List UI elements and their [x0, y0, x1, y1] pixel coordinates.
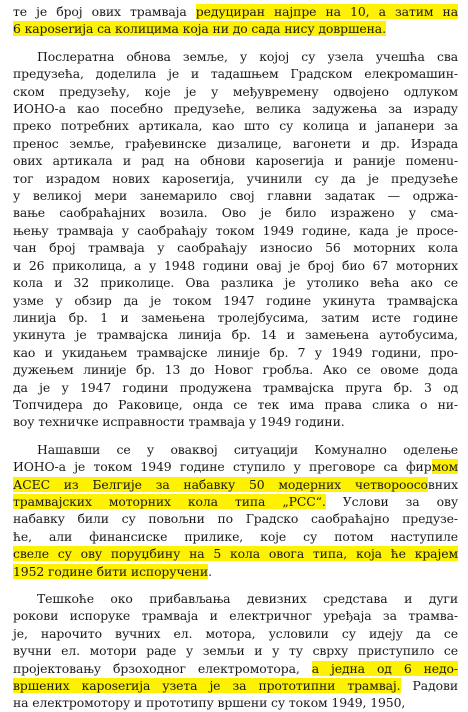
text-segment: дужењем линије бр. 13 до Новог гробља. Ако се овоме дода [13, 362, 458, 378]
highlighted-text: а једна од 6 недо- [311, 660, 458, 676]
text-segment: вних [427, 476, 458, 492]
highlighted-text: редуциран најпре на 10, а затим на [195, 4, 458, 19]
text-line [13, 677, 458, 694]
text-line [13, 458, 458, 475]
highlighted-text: свеле су ову поруџбину на 5 кола овога типа, [13, 546, 356, 562]
text-segment: као и укидањем трамвајске линије бр. 7 у 1949 години, про- [13, 344, 458, 360]
text-segment: ском предузећу, које је у међувремену одвојено одлуком [13, 83, 458, 99]
text-segment: Топчидера до Раковице, онда се тек има права слика о ни- [13, 396, 458, 412]
text-line [13, 361, 458, 378]
text-line [13, 204, 458, 221]
highlighted-text: трамвајских моторних кола типа „РСС“. [13, 493, 326, 509]
highlighted-text: 6 кароserија са колицима која ни до сада нису довршена. [13, 21, 386, 37]
text-segment: вање саобраћајних возила. Ово је било изражено у смa- [13, 205, 458, 221]
text-segment: Услови за ову [325, 493, 459, 509]
text-line [13, 257, 458, 274]
text-segment: пренос земље, грађевинске дизалице, вагонети и др. Израда [13, 135, 458, 151]
text-segment: је, нарочито вучних ел. мотора, условили су идеју да се [13, 625, 458, 641]
text-segment: ИОНО-а као посебно предузеће, велика задужења за израду [13, 101, 458, 117]
text-line [13, 528, 458, 545]
paragraph-gap [13, 580, 458, 590]
text-segment: пројектовању брзоходног електромотора, [13, 660, 312, 676]
text-line [13, 292, 458, 309]
text-segment: ових артикала и рад на обнови кароserија и раније поменu- [13, 153, 458, 169]
text-line [13, 476, 458, 493]
text-segment: воу техничке исправности трамваја у 1949 години. [13, 414, 345, 430]
highlighted-text: која ће крајем [355, 546, 458, 562]
text-line [13, 187, 458, 204]
text-segment: да је у 1947 години продужена трамвајска пруга бр. 3 од [13, 379, 458, 395]
text-segment: линија бр. 1 и замењена тролејбусима, затим исте године [13, 309, 458, 325]
text-line [13, 396, 458, 413]
text-segment: Радови [400, 678, 458, 694]
text-line [13, 152, 458, 169]
text-line [13, 493, 458, 510]
text-segment: Тешкоће око прибављања девизних средстава и дуги [37, 591, 458, 606]
text-line [13, 413, 458, 430]
text-line [13, 607, 458, 624]
text-line [13, 379, 458, 396]
paragraph [13, 590, 458, 712]
text-line [13, 117, 458, 134]
text-segment: рокови испоруке трамваја и електричног уређаја за трамва- [13, 608, 458, 624]
text-segment: предузећа, доделила је и тадашњем Градском елекромашин- [13, 66, 458, 82]
text-line [13, 309, 458, 326]
text-line [13, 545, 458, 562]
highlighted-text: АСЕС из Белгије за набавку 50 модерних четвороосо [13, 476, 428, 492]
text-line [13, 48, 458, 65]
highlighted-text: вршених кароserија узета је за прототипни трамвај. [13, 678, 401, 694]
text-line [13, 344, 458, 361]
text-segment: кола и 32 приколице. Ова разлика је утолико већа ако се [13, 275, 458, 291]
text-line [13, 642, 458, 659]
highlighted-text: 1952 године бити испоручени [13, 563, 209, 579]
text-line [13, 100, 458, 117]
text-line [13, 660, 458, 677]
text-segment: и 26 приколица, а у 1948 години овај је број био 67 моторних [13, 257, 458, 273]
text-line [13, 590, 458, 607]
text-line [13, 3, 458, 20]
text-segment: преко потребних артикала, као што су колица и јапанери за [13, 118, 458, 134]
text-segment: у великој мери занемарило свој главни задатак — одржа- [13, 188, 458, 204]
text-segment: те је број ових трамваја [13, 4, 196, 19]
text-segment: тог израдом нових кароserија, учинили су да је предузеће [13, 170, 458, 186]
text-segment: Послератна обнова земље, у којој су узела учешћа сва [37, 48, 458, 64]
text-line [13, 326, 458, 343]
text-line [13, 239, 458, 256]
text-segment: њењу трамваја у саобраћају током 1949 године, када је просе- [13, 222, 458, 238]
text-line [13, 83, 458, 100]
text-line [13, 135, 458, 152]
text-segment: набавку били су повољни по Градско саобраћајно предузе- [13, 511, 458, 527]
text-line [13, 65, 458, 82]
text-segment: ИОНО-а је током 1949 године ступило у преговоре са фир [13, 459, 432, 475]
paragraph [13, 48, 458, 431]
text-segment: укинута је трамвајска линија бр. 14 и замењена аутобусима, [13, 327, 458, 343]
text-segment: на електромотору и прототипу вршени су током 1949, 1950, [13, 695, 406, 711]
text-segment: чан број трамваја у саобраћају износио 56 моторних кола [13, 240, 458, 256]
paragraph [13, 3, 458, 38]
text-line [13, 222, 458, 239]
text-line [13, 20, 458, 37]
text-segment: . [208, 563, 212, 579]
text-segment: узме у обзир да је током 1947 године укинута трамвајска [13, 292, 458, 308]
text-line [13, 441, 458, 458]
text-line [13, 274, 458, 291]
paragraph-gap [13, 38, 458, 48]
text-line [13, 563, 458, 580]
paragraph-gap [13, 431, 458, 441]
text-line [13, 170, 458, 187]
highlighted-text: мом [431, 459, 458, 475]
text-line [13, 694, 458, 711]
text-segment: вучни ел. мотори раде у земљи и у ту сврху приступило се [13, 643, 458, 659]
paragraph [13, 441, 458, 580]
text-segment: Нашавши се у оваквој ситуацији Комунално оделење [37, 441, 458, 457]
text-line [13, 510, 458, 527]
text-segment: ће, али финансиске прилике, које су потом наступиле [13, 528, 458, 544]
